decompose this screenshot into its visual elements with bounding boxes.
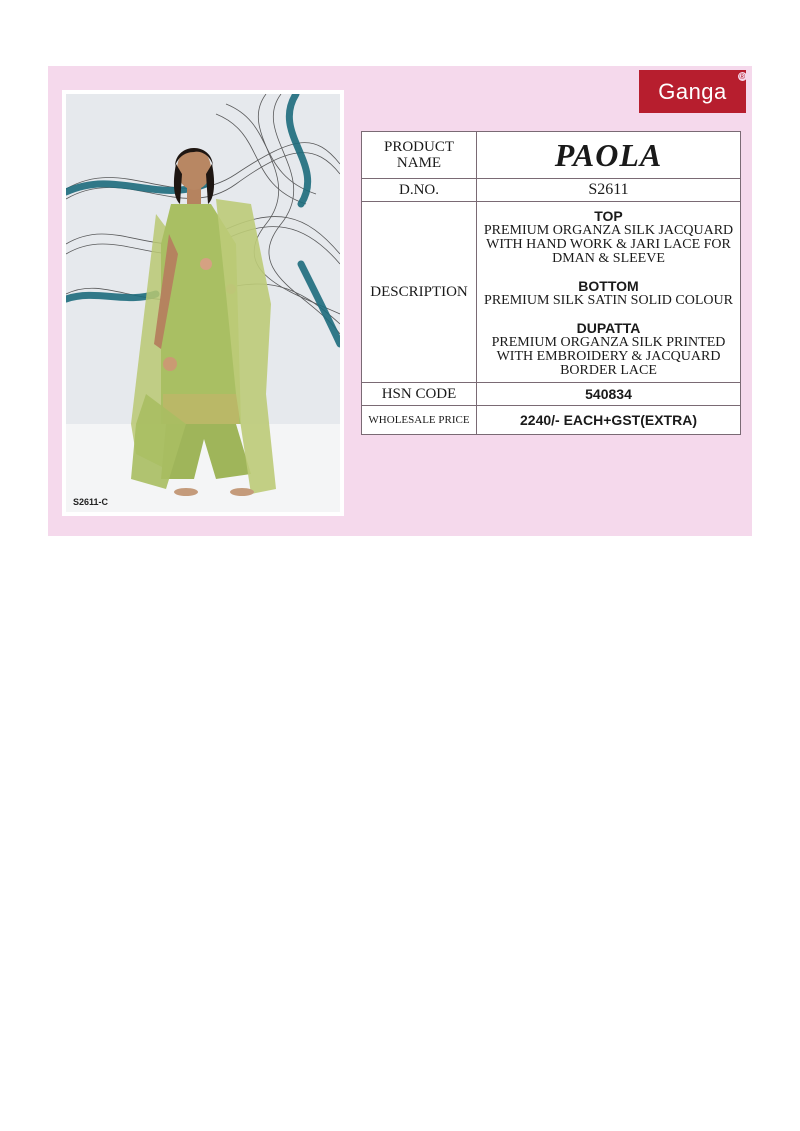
dupatta-text: PREMIUM ORGANZA SILK PRINTED WITH EMBROIDERY & JACQUARD BORDER LACE (491, 335, 726, 378)
product-photo (66, 94, 340, 512)
hsn-label: HSN CODE (362, 383, 477, 406)
bottom-text: PREMIUM SILK SATIN SOLID COLOUR (484, 293, 733, 308)
product-name-value: PAOLA (477, 132, 741, 179)
hsn-value: 540834 (477, 383, 741, 406)
dno-label: D.NO. (362, 179, 477, 202)
row-hsn (362, 383, 741, 406)
row-dno (362, 179, 741, 202)
description-label: DESCRIPTION (362, 202, 477, 383)
registered-mark: ® (739, 71, 746, 81)
product-spec-table (361, 131, 741, 435)
price-label: WHOLESALE PRICE (362, 406, 477, 435)
bottom-heading: BOTTOM (578, 278, 639, 294)
top-heading: TOP (594, 208, 623, 224)
description-value (477, 202, 741, 383)
model-illustration (66, 94, 340, 512)
dno-value: S2611 (477, 179, 741, 202)
brand-name: Ganga (658, 78, 727, 104)
row-price (362, 406, 741, 435)
row-description (362, 202, 741, 383)
photo-design-code: S2611-C (73, 497, 109, 507)
price-value: 2240/- EACH+GST(EXTRA) (477, 406, 741, 435)
top-text: PREMIUM ORGANZA SILK JACQUARD WITH HAND WORK & JARI LACE FOR DMAN & SLEEVE (483, 223, 734, 266)
catalog-panel (48, 66, 752, 536)
dupatta-heading: DUPATTA (576, 320, 641, 336)
product-name-label: PRODUCT NAME (362, 132, 477, 179)
product-photo-frame (62, 90, 344, 516)
row-product-name (362, 132, 741, 179)
brand-logo (639, 70, 746, 113)
